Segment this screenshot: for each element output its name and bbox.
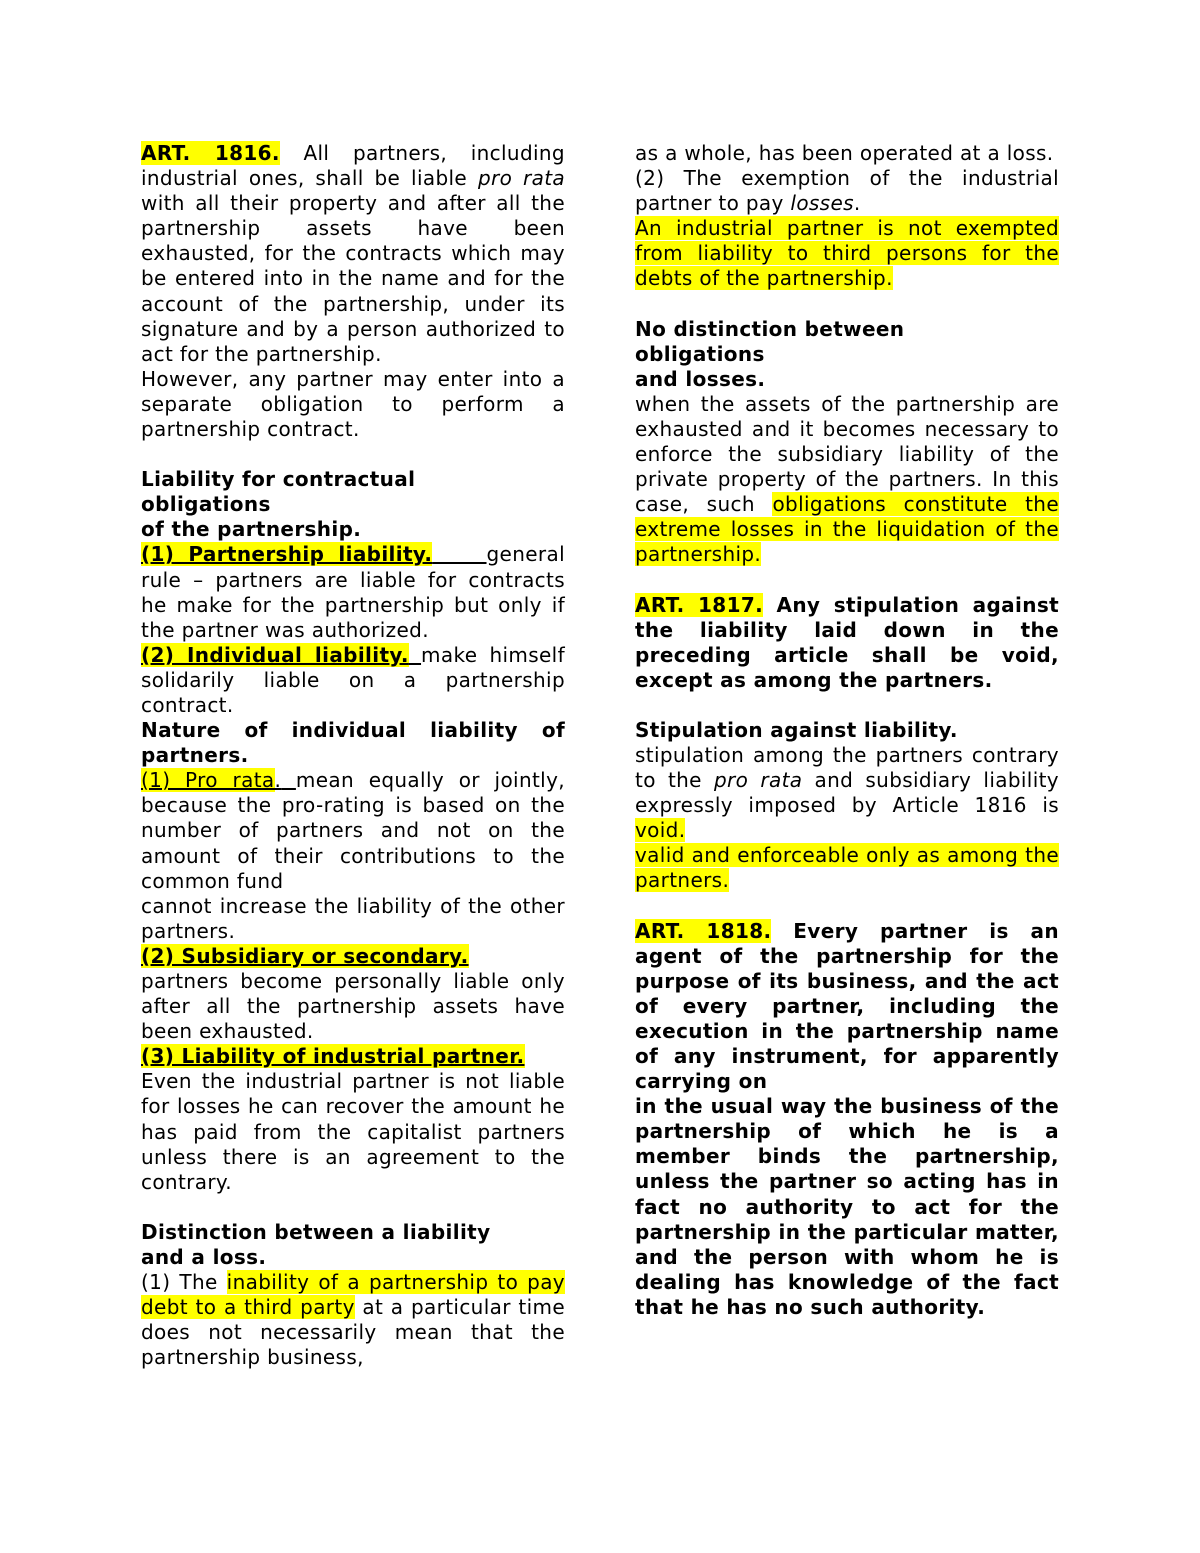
left-column	[141, 141, 565, 1370]
art-1817-paragraph	[635, 593, 1059, 693]
valid-text: valid and enforceable only as among the partners.	[635, 843, 1059, 893]
art-1816-text-cont: with all their property and after all the partnership assets have been exhausted, for the contracts which may be entered into in the name and for the account of the partnership, under its signature and by a person authorized to act for the partnership.	[141, 191, 565, 366]
pro-rata-text: mean equally or jointly, because the pro-rating is based on the number of partners and not on the amount of their contributions to the common fund	[141, 768, 565, 893]
liability-heading-2: obligations	[141, 492, 271, 517]
no-distinction-heading-1: No distinction between	[635, 316, 905, 341]
no-distinction-text: when the assets of the partnership are exhausted and it becomes necessary to enforce the subsidiary liability of the private property of the partners. In this case, such	[635, 391, 1059, 517]
art-1817-label: ART. 1817.	[635, 592, 764, 617]
stipulation-void: void.	[635, 818, 686, 843]
distinction-post: at a particular time does not necessarily mean that the partnership business,	[141, 1295, 565, 1370]
individual-liability-paragraph	[141, 643, 565, 718]
industrial-not-exempted-text: An industrial partner is not exempted from liability to third persons for the debts of the partnership.	[635, 216, 1059, 291]
valid-paragraph	[635, 843, 1059, 893]
distinction-heading-1: Distinction between a liability	[141, 1219, 491, 1244]
art-1818-text: Every partner is an agent of the partnership for the purpose of its business, and the act of every partner, including the execution in the partnership name of any instrument, for apparently carrying on	[635, 918, 1059, 1094]
liability-heading-3: of the partnership.	[141, 517, 362, 542]
underline-spacer	[281, 768, 296, 792]
continuation-paragraph: as a whole, has been operated at a loss.	[635, 141, 1054, 165]
exemption-paragraph	[635, 166, 1059, 216]
subsidiary-text: partners become personally liable only after all the partnership assets have been exhausted.	[141, 969, 565, 1044]
pro-rata-paragraph	[141, 768, 565, 893]
liability-heading-1: Liability for contractual	[141, 467, 416, 492]
industrial-partner-label: (3) Liability of industrial partner.	[141, 1044, 525, 1069]
art-1818-paragraph	[635, 919, 1059, 1095]
stipulation-pre: stipulation among the partners contrary to the	[635, 742, 1059, 793]
right-column	[635, 141, 1059, 1320]
underline-spacer	[432, 542, 486, 566]
however-paragraph: However, any partner may enter into a separate obligation to perform a partnership contract.	[141, 366, 565, 442]
nature-heading: Nature of individual liability of partners.	[141, 718, 565, 768]
no-distinction-heading-3: and losses.	[635, 366, 766, 391]
art-1818-paragraph-cont: in the usual way the business of the partnership of which he is a member binds the partnership, unless the partner so acting has in fact no authority to act for the partnership in the particular matter, and the person with whom he is dealing has knowledge of the fact that he has no such authority.	[635, 1094, 1059, 1319]
partnership-liability-text: general rule – partners are liable for contracts he make for the partnership but only if the partner was authorized.	[141, 542, 565, 642]
stipulation-paragraph	[635, 743, 1059, 843]
losses-term: losses	[790, 191, 854, 216]
distinction-paragraph	[141, 1270, 565, 1370]
subsidiary-label: (2) Subsidiary or secondary.	[141, 943, 469, 968]
stipulation-mid: and subsidiary liability expressly imposed by Article 1816 is	[635, 768, 1059, 818]
pro-rata-label: (1) Pro rata	[141, 768, 275, 793]
industrial-partner-text: Even the industrial partner is not liable for losses he can recover the amount he has paid from the capitalist partners unless there is an agreement to the contrary.	[141, 1069, 565, 1194]
stipulation-pro-rata: pro rata	[714, 768, 803, 793]
subsidiary-label-line	[141, 944, 565, 969]
art-1818-label: ART. 1818.	[635, 918, 772, 943]
partnership-liability-label: (1) Partnership liability.	[141, 542, 433, 567]
no-distinction-paragraph	[635, 392, 1059, 568]
art-1816-text: All partners, including industrial ones, shall be liable	[141, 141, 565, 191]
cannot-increase-paragraph: cannot increase the liability of the other partners.	[141, 893, 565, 943]
partnership-liability-paragraph	[141, 542, 565, 642]
stipulation-heading: Stipulation against liability.	[635, 717, 958, 742]
exemption-pre: (2) The exemption of the industrial partner to pay	[635, 166, 1059, 216]
distinction-pre: (1) The	[141, 1270, 227, 1295]
industrial-not-exempted-paragraph	[635, 216, 1059, 291]
distinction-highlight: inability of a partnership to pay debt to a third party	[141, 1270, 565, 1320]
art-1817-text: Any stipulation against the liability laid down in the preceding article shall be void, except as among the partners.	[635, 592, 1059, 692]
individual-liability-text: make himself solidarily liable on a partnership contract.	[141, 642, 565, 717]
exemption-post: .	[853, 191, 861, 216]
distinction-heading-2: and a loss.	[141, 1244, 267, 1269]
no-distinction-heading-2: obligations	[635, 341, 765, 366]
industrial-label-line	[141, 1044, 565, 1069]
art-1816-label: ART. 1816.	[141, 141, 280, 165]
pro-rata-term: pro rata	[477, 166, 565, 191]
no-distinction-highlight: obligations constitute the extreme losses in the liquidation of the partnership.	[635, 492, 1059, 567]
art-1816-paragraph	[141, 141, 565, 367]
pro-rata-dot: .	[274, 768, 282, 793]
individual-liability-label: (2) Individual liability.	[141, 642, 409, 667]
underline-spacer	[409, 643, 421, 667]
